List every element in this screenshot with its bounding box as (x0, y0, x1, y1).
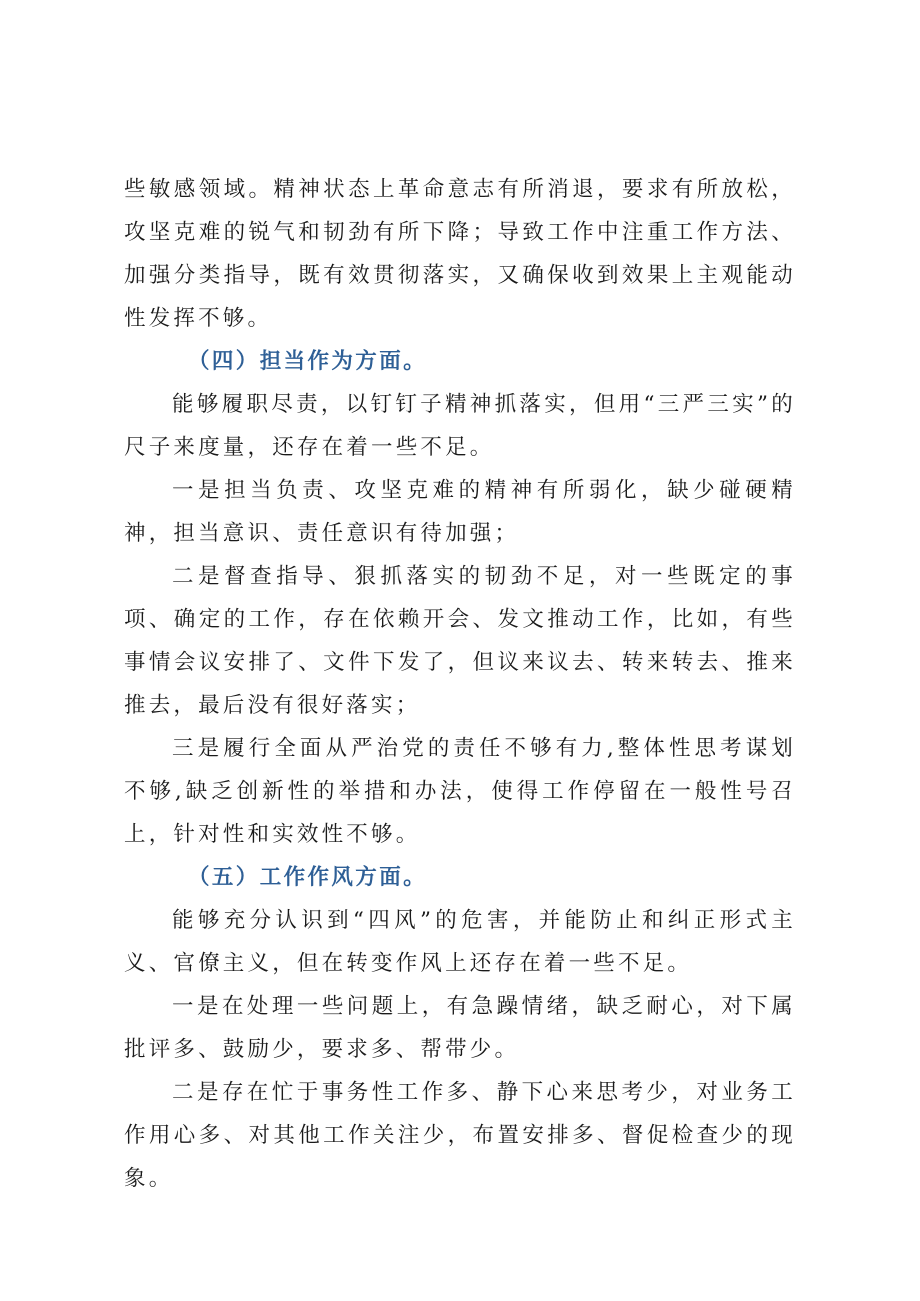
paragraph-four-item-one: 一是担当负责、攻坚克难的精神有所弱化，缺少碰硬精神，担当意识、责任意识有待加强； (124, 478, 796, 546)
paragraph-five-item-two: 二是存在忙于事务性工作多、静下心来思考少，对业务工作用心多、对其他工作关注少，布置安排多、督促检查少的现象。 (124, 1080, 796, 1191)
paragraph-continuation: 些敏感领域。精神状态上革命意志有所消退，要求有所放松，攻坚克难的锐气和韧劲有所下降；导致工作中注重工作方法、加强分类指导，既有效贯彻落实，又确保收到效果上主观能动性发挥不够。 (124, 177, 796, 331)
document-body (124, 168, 796, 1200)
paragraph-four-intro: 能够履职尽责，以钉钉子精神抓落实，但用“三严三实”的尺子来度量，还存在着一些不足。 (124, 392, 796, 460)
section-heading-four: （四）担当作为方面。 (188, 349, 428, 374)
paragraph-five-intro: 能够充分认识到“四风”的危害，并能防止和纠正形式主义、官僚主义，但在转变作风上还存在着一些不足。 (124, 908, 796, 976)
paragraph-four-item-three: 三是履行全面从严治党的责任不够有力,整体性思考谋划不够,缺乏创新性的举措和办法，使得工作停留在一般性号召上，针对性和实效性不够。 (124, 736, 796, 847)
paragraph-four-item-two: 二是督查指导、狠抓落实的韧劲不足，对一些既定的事项、确定的工作，存在依赖开会、发文推动工作，比如，有些事情会议安排了、文件下发了，但议来议去、转来转去、推来推去，最后没有很好落实； (124, 564, 796, 718)
paragraph-five-item-one: 一是在处理一些问题上，有急躁情绪，缺乏耐心，对下属批评多、鼓励少，要求多、帮带少。 (124, 994, 796, 1062)
section-heading-five: （五）工作作风方面。 (188, 865, 428, 890)
